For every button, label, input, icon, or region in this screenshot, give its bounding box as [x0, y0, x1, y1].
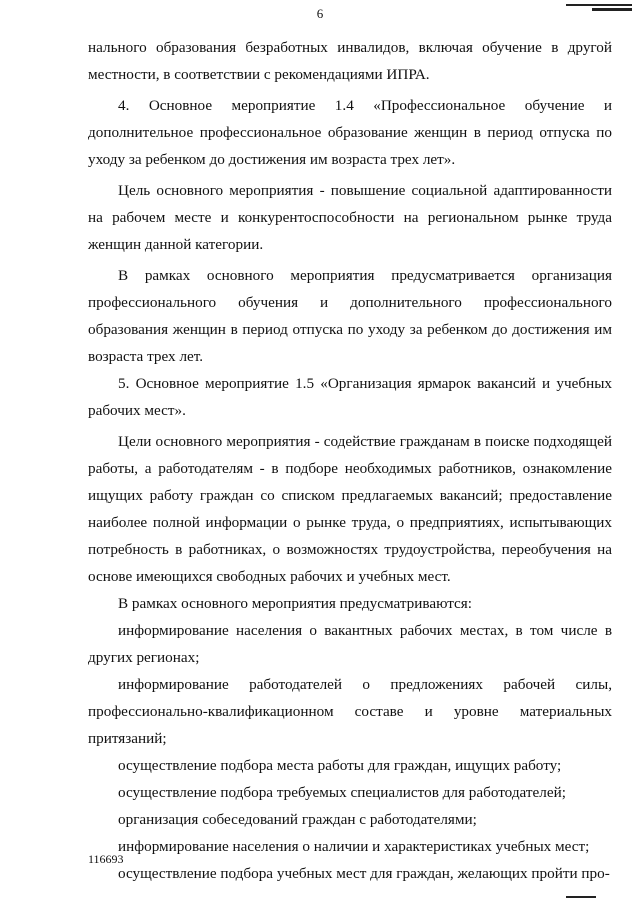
paragraph: Цели основного мероприятия - содействие гражданам в поиске подходящей работы, а работодателям - в подборе необходимых работников, ознакомление ищущих работу граждан со списком предлагаемых вакансий; предоставление наиболее полной информации о рынке труда, о предприятиях, испытывающих потребность в работниках, о возможностях трудоустройства, переобучения на основе имеющихся свободных рабочих и учебных мест.: [88, 433, 612, 585]
list-item: осуществление подбора требуемых специалистов для работодателей;: [118, 784, 566, 801]
list-item: информирование работодателей о предложениях рабочей силы, профессионально-квалификационном составе и уровне материальных притязаний;: [88, 676, 612, 747]
list-item: информирование населения о наличии и характеристиках учебных мест;: [118, 838, 590, 855]
page-number: 6: [316, 6, 324, 21]
paragraph: 5. Основное мероприятие 1.5 «Организация ярмарок вакансий и учебных рабочих мест».: [88, 375, 612, 419]
list-item: осуществление подбора учебных мест для граждан, желающих пройти про-: [118, 865, 610, 882]
list-item: организация собеседований граждан с работодателями;: [118, 811, 477, 828]
list-item: информирование населения о вакантных рабочих местах, в том числе в других регионах;: [88, 622, 612, 666]
paragraph: В рамках основного мероприятия предусматривается организация профессионального обучения и дополнительного профессионального образования женщин в период отпуска по уходу за ребенком до достижения им возраста трех лет.: [88, 267, 612, 365]
paragraph: 4. Основное мероприятие 1.4 «Профессиональное обучение и дополнительное профессиональное образование женщин в период отпуска по уходу за ребенком до достижения им возраста трех лет».: [88, 97, 612, 168]
document-code: 116693: [88, 852, 124, 866]
paragraph: нального образования безработных инвалидов, включая обучение в другой местности, в соответствии с рекомендациями ИПРА.: [88, 39, 612, 83]
list-item: осуществление подбора места работы для граждан, ищущих работу;: [118, 757, 562, 774]
paragraph: Цель основного мероприятия - повышение социальной адаптированности на рабочем месте и конкурентоспособности на региональном рынке труда женщин данной категории.: [88, 182, 612, 253]
scan-mark-bottom: [566, 896, 596, 900]
paragraph: В рамках основного мероприятия предусматриваются:: [118, 595, 472, 612]
document-body: [88, 34, 612, 887]
